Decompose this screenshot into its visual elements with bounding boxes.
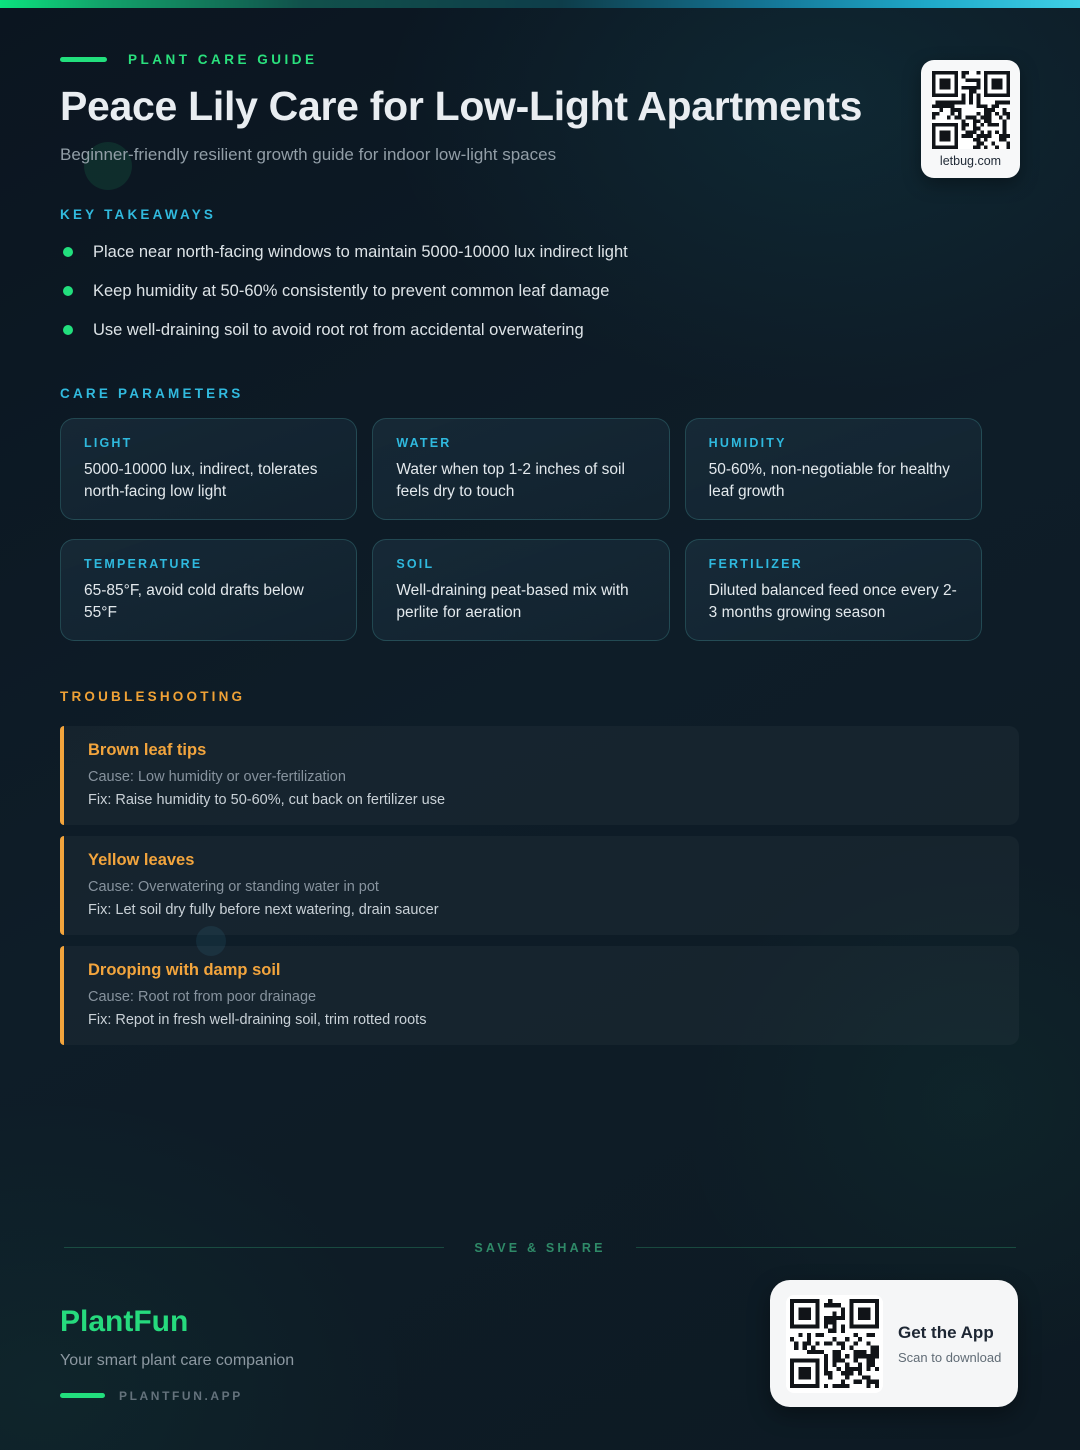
parameter-label: WATER [396, 435, 452, 450]
parameter-text: 65-85°F, avoid cold drafts below 55°F [84, 581, 304, 621]
app-card-subtitle: Scan to download [898, 1349, 1002, 1365]
parameter-card-humidity [685, 418, 982, 520]
troubleshooting-list [60, 726, 1019, 1045]
trouble-card-drooping [60, 946, 1019, 1045]
takeaway-text: Place near north-facing windows to maintain 5000-10000 lux indirect light [93, 242, 628, 261]
parameter-text: 5000-10000 lux, indirect, tolerates north-facing low light [84, 460, 318, 500]
parameter-label: FERTILIZER [708, 556, 803, 571]
trouble-title: Brown leaf tips [88, 740, 207, 759]
qr-card-label: letbug.com [939, 154, 1002, 168]
parameter-label: TEMPERATURE [84, 556, 203, 571]
takeaway-text: Keep humidity at 50-60% consistently to prevent common leaf damage [93, 282, 610, 301]
divider-line [636, 1247, 1016, 1248]
trouble-card-yellow-leaves [60, 836, 1019, 935]
list-item [60, 241, 1020, 263]
header-eyebrow-row [60, 52, 1020, 66]
save-share-divider [64, 1241, 1016, 1255]
list-item [60, 280, 1020, 302]
page-subtitle: Beginner-friendly resilient growth guide for indoor low-light spaces [60, 144, 557, 164]
app-card-text [898, 1323, 1001, 1365]
eyebrow-dash [60, 57, 107, 62]
trouble-cause: Cause: Root rot from poor drainage [88, 988, 317, 1005]
divider-label: SAVE & SHARE [474, 1240, 606, 1255]
care-parameters-section [60, 386, 1020, 641]
brand-tagline: Your smart plant care companion [60, 1351, 295, 1369]
site-url: PLANTFUN.APP [119, 1388, 243, 1403]
parameter-text: Water when top 1-2 inches of soil feels dry to touch [396, 460, 625, 500]
list-item [60, 319, 1020, 341]
trouble-cause: Cause: Low humidity or over-fertilization [88, 768, 346, 785]
bullet-dot-icon [63, 286, 73, 296]
key-takeaways-section [60, 207, 1020, 342]
trouble-fix: Fix: Let soil dry fully before next watering, drain saucer [88, 901, 439, 918]
parameter-card-soil [372, 539, 669, 641]
parameter-card-water [372, 418, 669, 520]
bullet-dot-icon [63, 247, 73, 257]
parameter-text: 50-60%, non-negotiable for healthy leaf growth [708, 460, 950, 500]
site-dash [60, 1393, 105, 1398]
divider-line [64, 1247, 444, 1248]
page-title: Peace Lily Care for Low-Light Apartments [60, 83, 863, 129]
care-parameters-grid [60, 418, 982, 641]
troubleshooting-section [60, 689, 1020, 1045]
app-qr-frame [786, 1295, 883, 1393]
key-takeaways-label: KEY TAKEAWAYS [60, 206, 217, 222]
trouble-title: Yellow leaves [88, 850, 195, 869]
care-parameters-label: CARE PARAMETERS [60, 385, 244, 401]
troubleshooting-label: TROUBLESHOOTING [60, 688, 246, 704]
parameter-card-fertilizer [685, 539, 982, 641]
parameter-text: Diluted balanced feed once every 2-3 months growing season [708, 581, 957, 621]
eyebrow-label: PLANT CARE GUIDE [128, 51, 318, 67]
takeaway-text: Use well-draining soil to avoid root rot from accidental overwatering [93, 321, 584, 340]
trouble-cause: Cause: Overwatering or standing water in pot [88, 878, 379, 895]
parameter-label: SOIL [396, 556, 435, 571]
trouble-fix: Fix: Raise humidity to 50-60%, cut back on fertilizer use [88, 791, 446, 808]
brand-name: PlantFun [60, 1304, 189, 1338]
key-takeaways-list [60, 241, 1020, 342]
parameter-label: LIGHT [84, 435, 133, 450]
qr-code-app [790, 1299, 879, 1388]
parameter-card-temperature [60, 539, 357, 641]
get-the-app-card [770, 1280, 1018, 1407]
trouble-fix: Fix: Repot in fresh well-draining soil, trim rotted roots [88, 1011, 427, 1028]
parameter-card-light [60, 418, 357, 520]
trouble-title: Drooping with damp soil [88, 960, 281, 979]
app-card-title: Get the App [898, 1322, 994, 1342]
bullet-dot-icon [63, 325, 73, 335]
parameter-label: HUMIDITY [708, 435, 787, 450]
parameter-text: Well-draining peat-based mix with perlite for aeration [396, 581, 629, 621]
trouble-card-brown-leaf-tips [60, 726, 1019, 825]
